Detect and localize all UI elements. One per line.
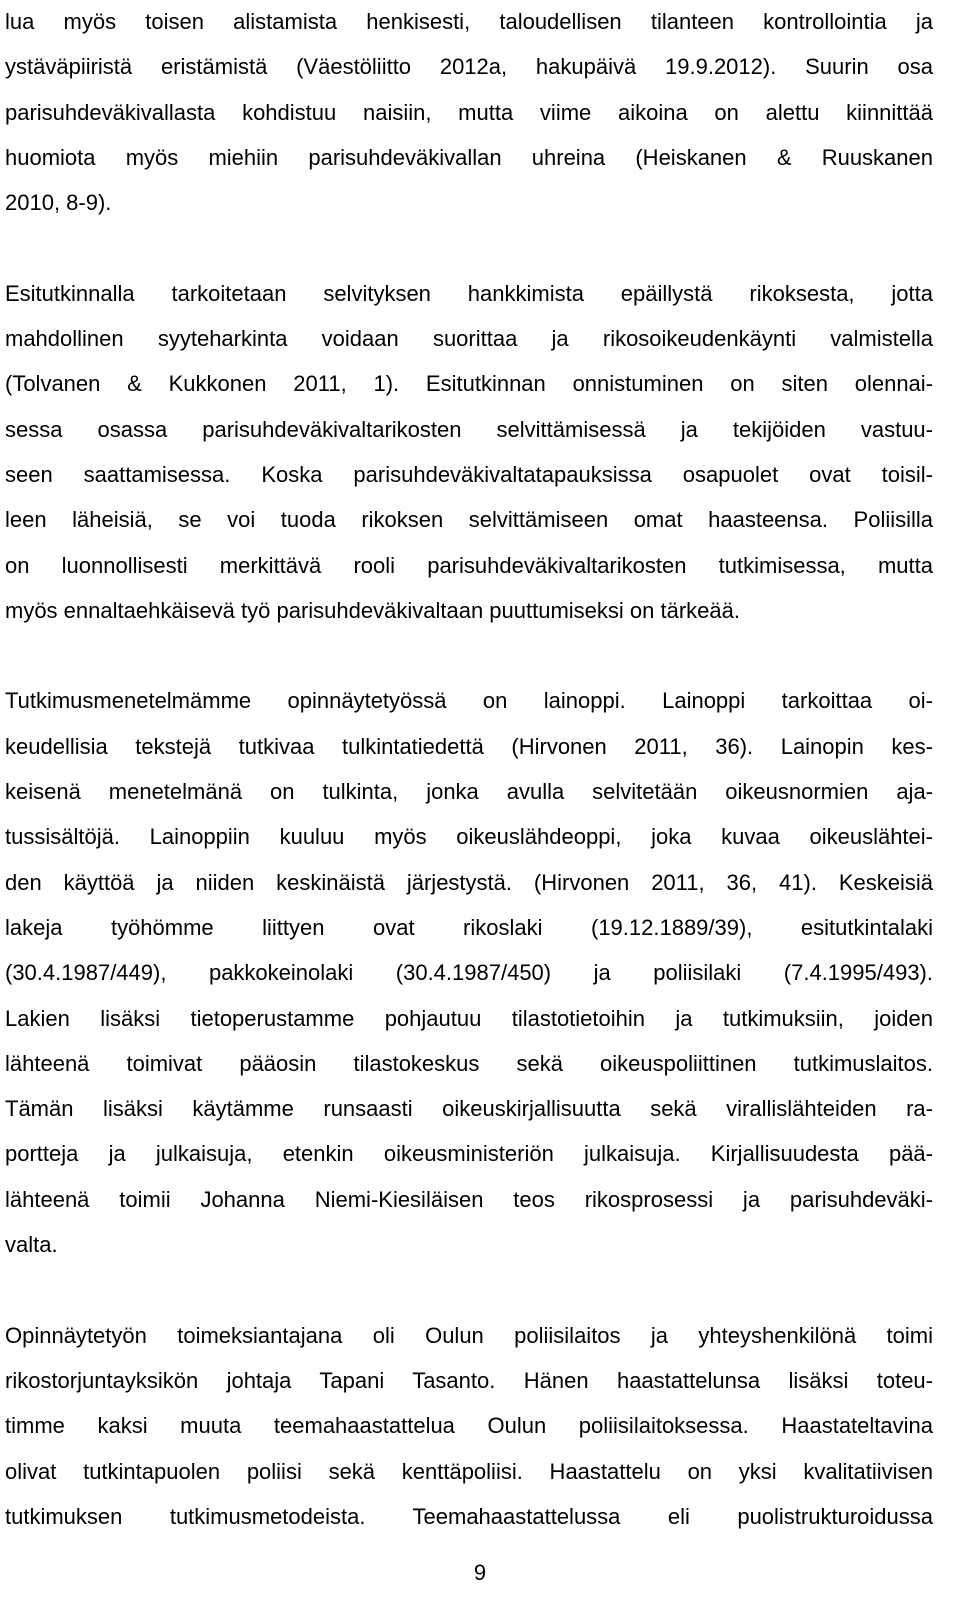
text-line: tussisältöjä. Lainoppiin kuuluu myös oikeuslähdeoppi, joka kuvaa oikeuslähtei- bbox=[5, 824, 933, 850]
paragraph-3 bbox=[5, 678, 933, 1267]
paragraph-gap bbox=[5, 225, 933, 270]
text-line: mahdollinen syyteharkinta voidaan suorittaa ja rikosoikeudenkäynti valmistella bbox=[5, 326, 933, 352]
text-line: myös ennaltaehkäisevä työ parisuhdeväkivaltaan puuttumiseksi on tärkeää. bbox=[5, 597, 740, 623]
body-text bbox=[5, 0, 933, 1539]
text-line: huomiota myös miehiin parisuhdeväkivallan uhreina (Heiskanen & Ruuskanen bbox=[5, 144, 933, 170]
text-line: keisenä menetelmänä on tulkinta, jonka avulla selvitetään oikeusnormien aja- bbox=[5, 779, 933, 805]
text-line: keudellisia tekstejä tutkivaa tulkintatiedettä (Hirvonen 2011, 36). Lainopin kes- bbox=[5, 733, 933, 759]
text-line: ystäväpiiristä eristämistä (Väestöliitto 2012a, hakupäivä 19.9.2012). Suurin osa bbox=[5, 54, 933, 80]
text-line: Opinnäytetyön toimeksiantajana oli Oulun poliisilaitos ja yhteyshenkilönä toimi bbox=[5, 1322, 933, 1348]
text-line: rikostorjuntayksikön johtaja Tapani Tasanto. Hänen haastattelunsa lisäksi toteu- bbox=[5, 1367, 933, 1393]
paragraph-1 bbox=[5, 0, 933, 225]
text-line: Lakien lisäksi tietoperustamme pohjautuu tilastotietoihin ja tutkimuksiin, joiden bbox=[5, 1005, 933, 1031]
paragraph-4 bbox=[5, 1313, 933, 1539]
text-line: lakeja työhömme liittyen ovat rikoslaki (19.12.1889/39), esitutkintalaki bbox=[5, 914, 933, 940]
text-line: lua myös toisen alistamista henkisesti, taloudellisen tilanteen kontrollointia ja bbox=[5, 9, 933, 34]
text-line: Tutkimusmenetelmämme opinnäytetyössä on lainoppi. Lainoppi tarkoittaa oi- bbox=[5, 688, 933, 714]
text-line: (30.4.1987/449), pakkokeinolaki (30.4.1987/450) ja poliisilaki (7.4.1995/493). bbox=[5, 960, 933, 986]
text-line: Esitutkinnalla tarkoitetaan selvityksen hankkimista epäillystä rikoksesta, jotta bbox=[5, 280, 933, 306]
paragraph-gap bbox=[5, 1267, 933, 1312]
text-line: olivat tutkintapuolen poliisi sekä kenttäpoliisi. Haastattelu on yksi kvalitatiivisen bbox=[5, 1458, 933, 1484]
page-number: 9 bbox=[473, 1560, 487, 1585]
text-line: valta. bbox=[5, 1232, 58, 1258]
paragraph-gap bbox=[5, 633, 933, 678]
text-line: 2010, 8-9). bbox=[5, 190, 112, 216]
text-line: sessa osassa parisuhdeväkivaltarikosten selvittämisessä ja tekijöiden vastuu- bbox=[5, 416, 933, 442]
text-line: lähteenä toimii Johanna Niemi-Kiesiläisen teos rikosprosessi ja parisuhdeväki- bbox=[5, 1186, 933, 1212]
text-line: lähteenä toimivat pääosin tilastokeskus sekä oikeuspoliittinen tutkimuslaitos. bbox=[5, 1050, 933, 1076]
paragraph-2 bbox=[5, 271, 933, 633]
text-line: parisuhdeväkivallasta kohdistuu naisiin, mutta viime aikoina on alettu kiinnittää bbox=[5, 99, 933, 125]
text-line: leen läheisiä, se voi tuoda rikoksen selvittämiseen omat haasteensa. Poliisilla bbox=[5, 507, 933, 533]
text-line: portteja ja julkaisuja, etenkin oikeusministeriön julkaisuja. Kirjallisuudesta pää- bbox=[5, 1141, 933, 1167]
text-line: tutkimuksen tutkimusmetodeista. Teemahaastattelussa eli puolistrukturoidussa bbox=[5, 1503, 933, 1529]
text-line: den käyttöä ja niiden keskinäistä järjestystä. (Hirvonen 2011, 36, 41). Keskeisiä bbox=[5, 869, 933, 895]
text-line: timme kaksi muuta teemahaastattelua Oulun poliisilaitoksessa. Haastateltavina bbox=[5, 1413, 933, 1439]
text-line: Tämän lisäksi käytämme runsaasti oikeuskirjallisuutta sekä virallislähteiden ra- bbox=[5, 1096, 933, 1122]
text-line: (Tolvanen & Kukkonen 2011, 1). Esitutkinnan onnistuminen on siten olennai- bbox=[5, 371, 933, 397]
text-line: on luonnollisesti merkittävä rooli parisuhdeväkivaltarikosten tutkimisessa, mutta bbox=[5, 552, 933, 578]
text-line: seen saattamisessa. Koska parisuhdeväkivaltatapauksissa osapuolet ovat toisil- bbox=[5, 461, 933, 487]
